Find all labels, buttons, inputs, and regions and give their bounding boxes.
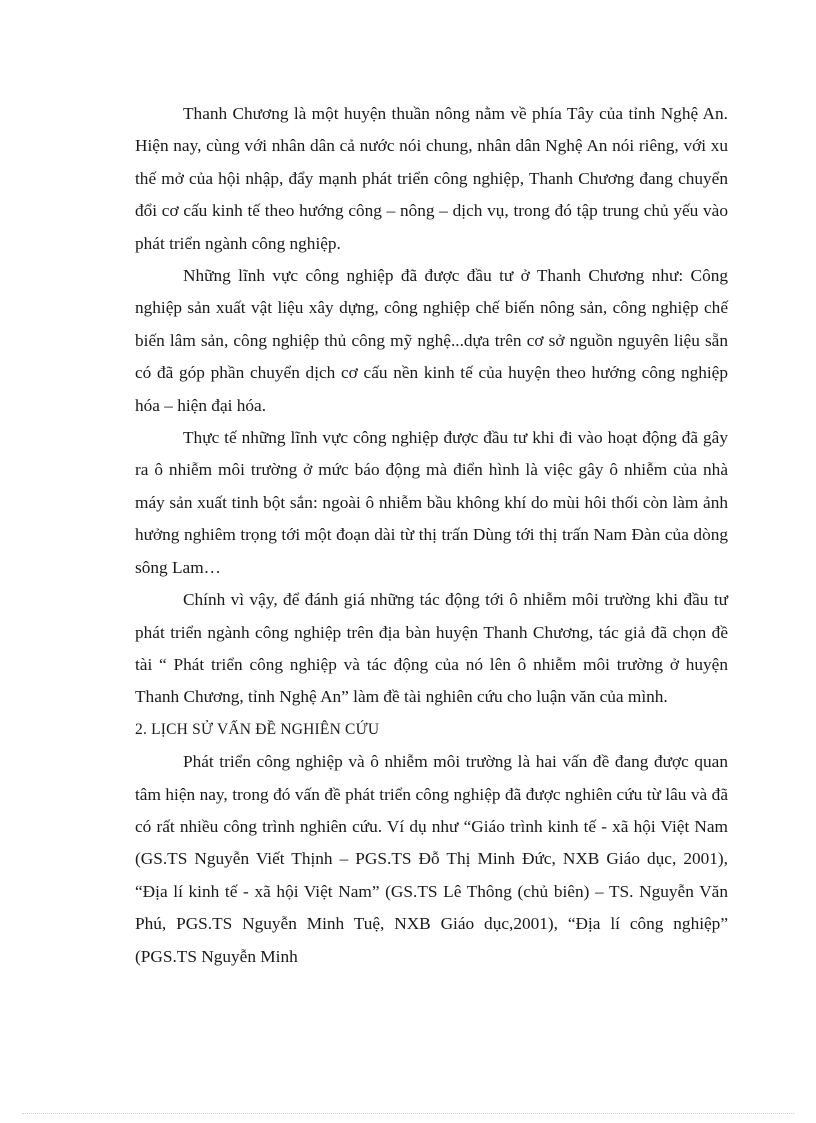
paragraph-research-history: Phát triển công nghiệp và ô nhiễm môi trường là hai vấn đề đang được quan tâm hiện nay, trong đó vấn đề phát triển công nghiệp đã được nghiên cứu từ lâu và đã có rất nhiều công trình nghiên cứu. Ví dụ như “Giáo trình kinh tế - xã hội Việt Nam (GS.TS Nguyễn Viết Thịnh – PGS.TS Đỗ Thị Minh Đức, NXB Giáo dục, 2001), “Địa lí kinh tế - xã hội Việt Nam” (GS.TS Lê Thông (chủ biên) – TS. Nguyễn Văn Phú, PGS.TS Nguyễn Minh Tuệ, NXB Giáo dục,2001), “Địa lí công nghiệp” (PGS.TS Nguyễn Minh: [135, 752, 728, 966]
page-bottom-divider: [22, 1113, 794, 1114]
paragraph-industries: Những lĩnh vực công nghiệp đã được đầu tư ở Thanh Chương như: Công nghiệp sản xuất vật liệu xây dựng, công nghiệp chế biến nông sản, công nghiệp chế biến lâm sản, công nghiệp thủ công mỹ nghệ...dựa trên cơ sở nguồn nguyên liệu sẵn có đã góp phần chuyển dịch cơ cấu nền kinh tế của huyện theo hướng công nghiệp hóa – hiện đại hóa.: [135, 266, 728, 415]
paragraph-pollution: Thực tế những lĩnh vực công nghiệp được đầu tư khi đi vào hoạt động đã gây ra ô nhiễm môi trường ở mức báo động mà điển hình là việc gây ô nhiễm của nhà máy sản xuất tinh bột sắn: ngoài ô nhiễm bầu không khí do mùi hôi thối còn làm ảnh hưởng nghiêm trọng tới một đoạn dài từ thị trấn Dùng tới thị trấn Nam Đàn của dòng sông Lam…: [135, 428, 728, 577]
paragraph-topic-choice: Chính vì vậy, để đánh giá những tác động tới ô nhiễm môi trường khi đầu tư phát triển ngành công nghiệp trên địa bàn huyện Thanh Chương, tác giả đã chọn đề tài “ Phát triển công nghiệp và tác động của nó lên ô nhiễm môi trường ở huyện Thanh Chương, tỉnh Nghệ An” làm đề tài nghiên cứu cho luận văn của mình.: [135, 590, 728, 707]
paragraph-intro: Thanh Chương là một huyện thuần nông nằm về phía Tây của tỉnh Nghệ An. Hiện nay, cùng với nhân dân cả nước nói chung, nhân dân Nghệ An nói riêng, với xu thế mở của hội nhập, đẩy mạnh phát triển công nghiệp, Thanh Chương đang chuyển đổi cơ cấu kinh tế theo hướng công – nông – dịch vụ, trong đó tập trung chủ yếu vào phát triển ngành công nghiệp.: [135, 104, 728, 253]
section-heading: 2. LỊCH SỬ VẤN ĐỀ NGHIÊN CỨU: [135, 720, 380, 738]
document-body: [135, 98, 728, 973]
